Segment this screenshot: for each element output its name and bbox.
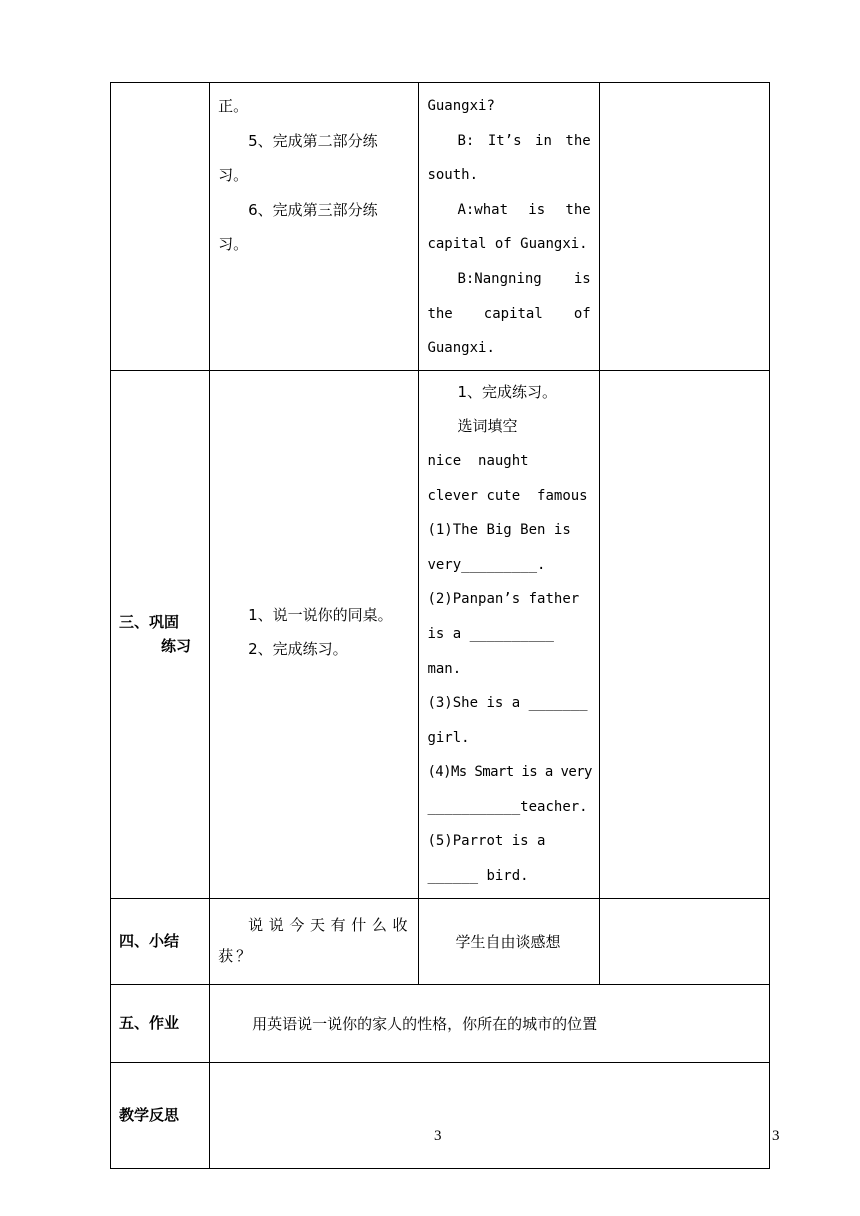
- text-line: (3)She is a _______: [427, 695, 588, 712]
- text-line: clever cute famous: [427, 487, 588, 504]
- text-line: ___________teacher.: [427, 798, 588, 815]
- teacher-activity-cell: [210, 83, 419, 371]
- text-line: capital of Guangxi.: [427, 236, 588, 253]
- row-label-line: 三、巩固: [119, 613, 180, 632]
- teacher-activity-cell: [210, 370, 419, 898]
- text-line: ______ bird.: [427, 868, 529, 885]
- text-line: (4)Ms Smart is a very: [427, 764, 592, 781]
- text-line: 习。: [218, 166, 249, 185]
- teacher-activity-cell: [210, 898, 419, 984]
- text-line: (5)Parrot is a: [427, 833, 546, 850]
- text-line: 6、完成第三部分练: [248, 200, 378, 219]
- homework-content-cell: [210, 984, 770, 1062]
- text-line: 2、完成练习。: [248, 640, 348, 659]
- text-line: A:what is the: [457, 201, 591, 218]
- notes-cell: [599, 83, 769, 371]
- text-line: 说说今天有什么收获？: [218, 916, 411, 966]
- text-line: 选词填空: [457, 417, 518, 436]
- table-row-practice: [111, 370, 770, 898]
- page-number-center: 3: [434, 1128, 442, 1144]
- text-line: girl.: [427, 729, 470, 746]
- text-line: 1、说一说你的同桌。: [248, 605, 393, 624]
- label-cell-summary: [111, 898, 210, 984]
- text-line: south.: [427, 167, 479, 184]
- label-cell-empty: [111, 83, 210, 371]
- text-line: very_________.: [427, 556, 546, 573]
- student-activity-cell: [419, 898, 599, 984]
- label-cell-practice: [111, 370, 210, 898]
- student-activity-cell: [419, 370, 599, 898]
- text-line: nice naught: [427, 452, 529, 469]
- lesson-plan-table: [110, 82, 770, 1169]
- table-row-summary: [111, 898, 770, 984]
- row-label: 五、作业: [119, 1014, 180, 1033]
- text-line: 5、完成第二部分练: [248, 131, 378, 150]
- text-line: B: It’s in the: [457, 132, 591, 149]
- text-line: 学生自由谈感想: [455, 932, 561, 951]
- table-row-continued: [111, 83, 770, 371]
- table-row-reflection: [111, 1062, 770, 1168]
- row-label-line: 练习: [161, 637, 192, 656]
- text-line: Guangxi.: [427, 340, 495, 357]
- page-number-right: 3: [772, 1128, 780, 1144]
- notes-cell: [599, 370, 769, 898]
- label-cell-reflection: [111, 1062, 210, 1168]
- text-line: 习。: [218, 235, 249, 254]
- text-line: the capital of: [427, 305, 591, 322]
- text-line: is a __________ man.: [427, 625, 554, 677]
- text-line: 正。: [218, 97, 249, 115]
- reflection-content-cell: [210, 1062, 770, 1168]
- notes-cell: [599, 898, 769, 984]
- text-line: Guangxi?: [427, 98, 495, 114]
- row-label: 教学反思: [119, 1106, 180, 1125]
- row-label: 四、小结: [119, 932, 180, 951]
- student-activity-cell: [419, 83, 599, 371]
- text-line: (1)The Big Ben is: [427, 522, 571, 539]
- label-cell-homework: [111, 984, 210, 1062]
- text-line: 用英语说一说你的家人的性格，你所在的城市的位置: [252, 1014, 598, 1033]
- text-line: 1、完成练习。: [457, 382, 557, 401]
- text-line: B:Nangning is: [457, 270, 591, 287]
- table-row-homework: [111, 984, 770, 1062]
- text-line: (2)Panpan’s father: [427, 591, 580, 608]
